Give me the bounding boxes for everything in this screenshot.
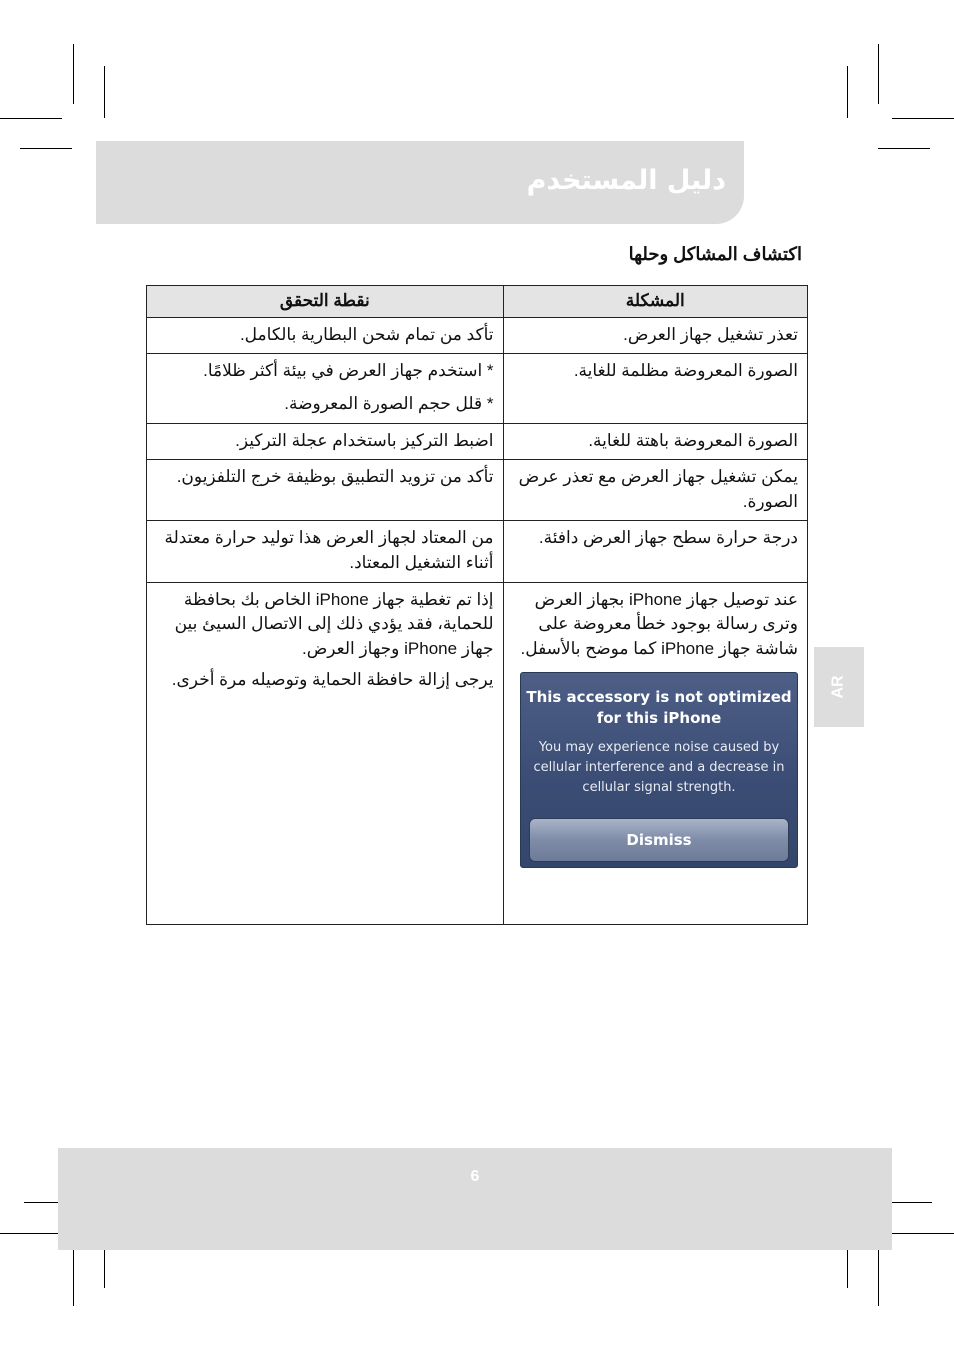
table-row — [147, 460, 808, 521]
check-cell: تأكد من تزويد التطبيق بوظيفة خرج التلفزيون. — [147, 460, 504, 521]
check-bullet: * استخدم جهاز العرض في بيئة أكثر ظلامًا. — [203, 361, 494, 381]
footer-banner — [58, 1148, 892, 1250]
language-label: AR — [829, 675, 847, 699]
column-header-check: نقطة التحقق — [147, 286, 504, 318]
section-title: اكتشاف المشاكل وحلها — [628, 244, 802, 264]
crop-mark — [0, 1233, 62, 1234]
problem-cell: تعذر تشغيل جهاز العرض. — [503, 317, 807, 354]
iphone-alert-screenshot — [520, 672, 798, 868]
check-cell — [147, 354, 504, 423]
table-header-row — [147, 286, 808, 318]
crop-mark — [73, 44, 74, 104]
table-row — [147, 521, 808, 582]
crop-mark — [847, 66, 848, 118]
problem-cell: يمكن تشغيل جهاز العرض مع تعذر عرض الصورة. — [503, 460, 807, 521]
alert-message: You may experience noise caused by cellular interference and a decrease in cellular signal strength. — [533, 740, 785, 796]
check-cell: تأكد من تمام شحن البطارية بالكامل. — [147, 317, 504, 354]
table-row — [147, 582, 808, 924]
crop-mark — [20, 148, 72, 149]
problem-cell: الصورة المعروضة مظلمة للغاية. — [503, 354, 807, 423]
crop-mark — [892, 118, 954, 119]
crop-mark — [878, 148, 930, 149]
table-row — [147, 317, 808, 354]
check-bullet: * قلل حجم الصورة المعروضة. — [284, 393, 494, 413]
problem-cell: درجة حرارة سطح جهاز العرض دافئة. — [503, 521, 807, 582]
dismiss-button[interactable]: Dismiss — [529, 818, 789, 862]
check-cell: اضبط التركيز باستخدام عجلة التركيز. — [147, 423, 504, 460]
problem-cell — [503, 582, 807, 924]
table-row — [147, 354, 808, 423]
crop-mark — [73, 1246, 74, 1306]
crop-mark — [104, 66, 105, 118]
crop-mark — [0, 118, 62, 119]
check-cell — [147, 582, 504, 924]
page-number: 6 — [470, 1168, 480, 1185]
crop-mark — [878, 1246, 879, 1306]
language-tab — [814, 647, 864, 727]
manual-title: دليل المستخدم — [526, 165, 726, 196]
column-header-problem: المشكلة — [503, 286, 807, 318]
crop-mark — [878, 44, 879, 104]
check-cell: من المعتاد لجهاز العرض هذا توليد حرارة معتدلة أثناء التشغيل المعتاد. — [147, 521, 504, 582]
alert-title: This accessory is not optimized for this iPhone — [526, 687, 792, 728]
check-text: يرجى إزالة حافظة الحماية وتوصيله مرة أخرى. — [171, 669, 494, 689]
problem-text: عند توصيل جهاز iPhone بجهاز العرض وترى رسالة بوجود خطأ معروضة على شاشة جهاز iPhone كما موضح بالأسفل. — [520, 589, 798, 659]
troubleshooting-table — [146, 285, 808, 925]
crop-mark — [892, 1233, 954, 1234]
table-row — [147, 423, 808, 460]
check-text: إذا تم تغطية جهاز iPhone الخاص بك بحافظة للحماية، فقد يؤدي ذلك إلى الاتصال السيئ بين جهاز iPhone وجهاز العرض. — [174, 589, 494, 659]
problem-cell: الصورة المعروضة باهتة للغاية. — [503, 423, 807, 460]
header-banner — [96, 141, 744, 224]
